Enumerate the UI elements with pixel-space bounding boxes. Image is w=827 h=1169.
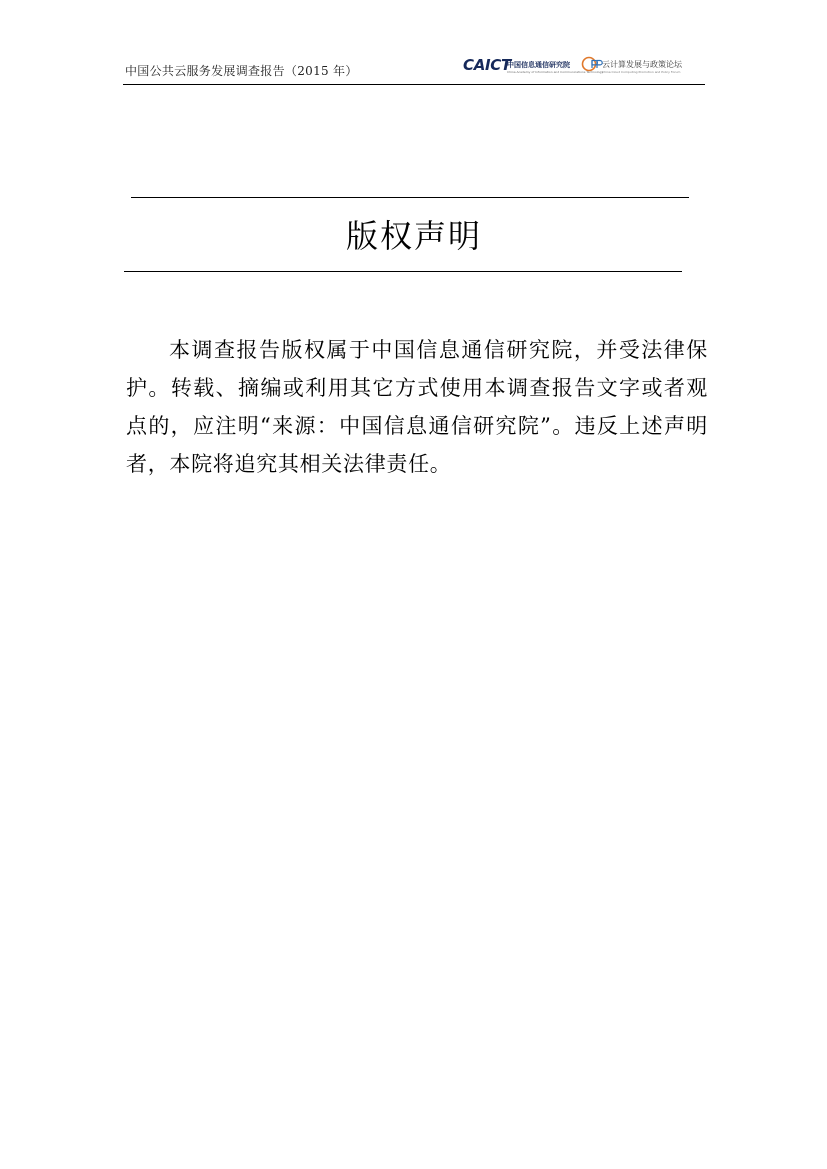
ccpp-emblem-icon [581,56,603,72]
caict-logo-wordmark: CAICT [463,56,511,74]
caict-logo-english-name: China Academy of Information and Communications Technology [507,70,604,74]
page-header [123,52,705,85]
caict-logo-chinese-name: 中国信息通信研究院 [507,61,570,69]
title-top-rule [131,197,689,198]
title-bottom-rule [124,271,682,272]
copyright-paragraph: 本调查报告版权属于中国信息通信研究院，并受法律保护。转载、摘编或利用其它方式使用本调查报告文字或者观点的，应注明“来源：中国信息通信研究院”。违反上述声明者，本院将追究其相关法律责任。 [126,338,708,476]
page-title: 版权声明 [345,217,482,255]
running-title: 中国公共云服务发展调查报告（2015 年） [125,64,358,78]
ccpp-logo-english-name: China Cloud Computing Promotion and Policy Forum [602,70,681,74]
ccpp-logo-chinese-name: 云计算发展与政策论坛 [602,60,682,69]
